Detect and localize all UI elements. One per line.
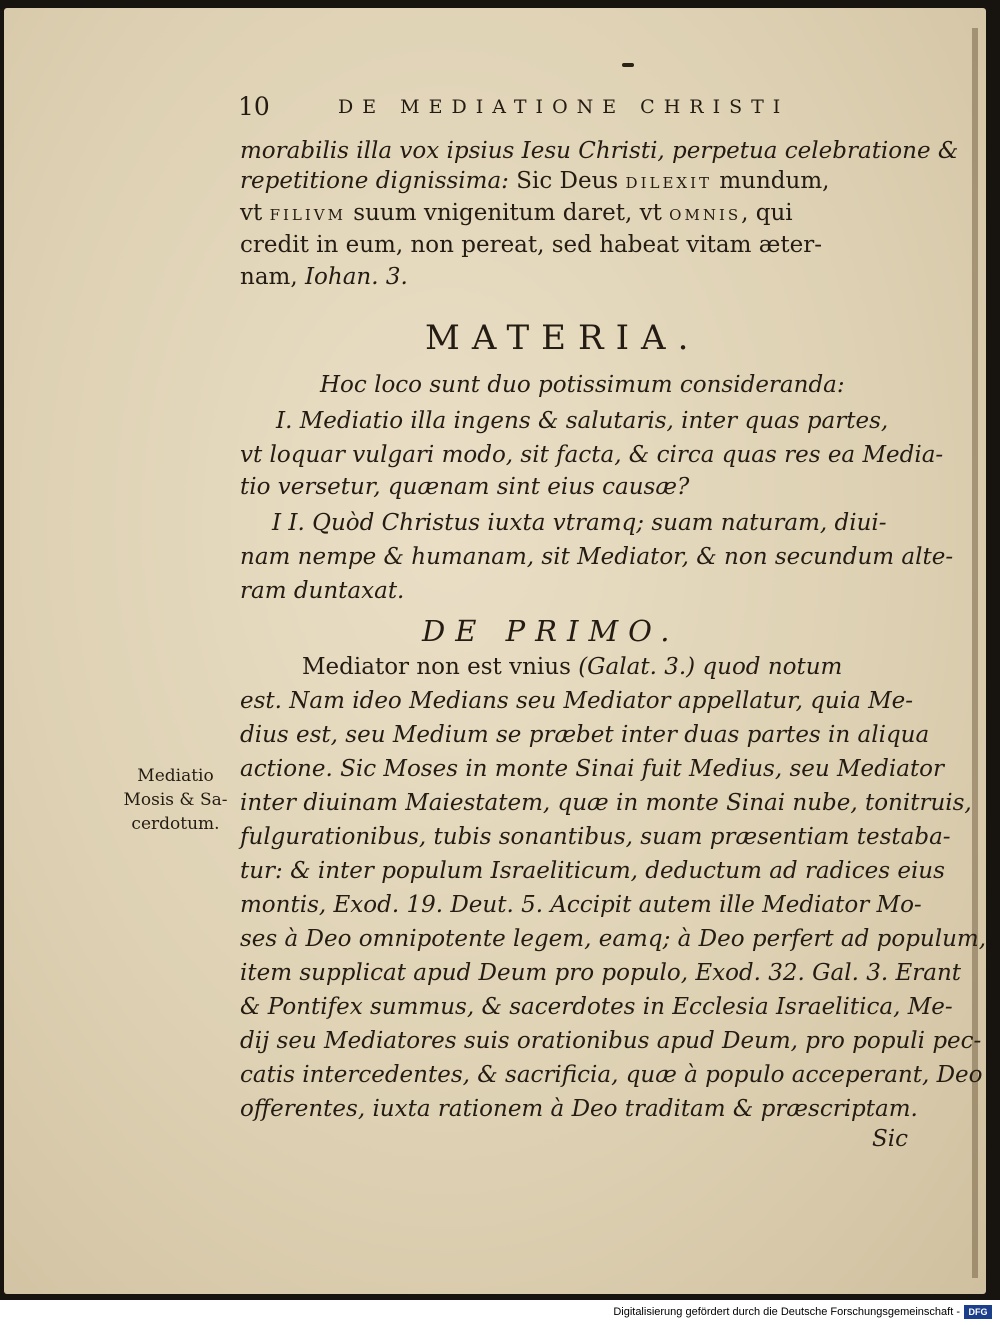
top-ink-mark (622, 63, 634, 67)
margin-note-line: cerdotum. (131, 814, 220, 834)
text-line: morabilis illa vox ipsius Iesu Christi, perpetua celebratione & (240, 138, 959, 164)
text-line: I. Mediatio illa ingens & salutaris, inter quas partes, (276, 408, 889, 434)
text-line: dij seu Mediatores suis orationibus apud Deum, pro populi pec- (240, 1028, 982, 1054)
margin-note-line: Mediatio (137, 766, 214, 786)
digitization-footer (0, 1300, 1000, 1325)
text-line: montis, Exod. 19. Deut. 5. Accipit autem ille Mediator Mo- (240, 892, 922, 918)
text-line: ram duntaxat. (240, 578, 405, 604)
text-line: tur: & inter populum Israeliticum, deductum ad radices eius (240, 858, 945, 884)
page-header (238, 92, 818, 126)
dfg-logo: DFG (964, 1305, 992, 1319)
footer-credit: Digitalisierung gefördert durch die Deutsche Forschungsgemeinschaft - (613, 1306, 960, 1318)
section-heading-de-primo: DE PRIMO. (422, 614, 680, 648)
text-line: actione. Sic Moses in monte Sinai fuit Medius, seu Mediator (240, 756, 945, 782)
page-edge-shadow (972, 28, 978, 1278)
text-line: offerentes, iuxta rationem à Deo traditam & præscriptam. (240, 1096, 918, 1122)
section-heading-materia: MATERIA. (425, 318, 701, 358)
text-line: I I. Quòd Christus iuxta vtramq; suam naturam, diui- (272, 510, 887, 536)
text-line: nam, Iohan. 3. (240, 264, 408, 290)
text-line: tio versetur, quænam sint eius causæ? (240, 474, 690, 500)
running-head: DE MEDIATIONE CHRISTI (338, 96, 790, 118)
text-line: dius est, seu Medium se præbet inter duas partes in aliqua (240, 722, 930, 748)
text-line: inter diuinam Maiestatem, quæ in monte Sinai nube, tonitruis, (240, 790, 972, 816)
text-line: credit in eum, non pereat, sed habeat vitam æter- (240, 232, 822, 258)
text-line: ses à Deo omnipotente legem, eamq; à Deo perfert ad populum, (240, 926, 987, 952)
catchword: Sic (872, 1126, 908, 1152)
text-line: vt FILIVM suum vnigenitum daret, vt OMNIS, qui (240, 200, 793, 226)
margin-note (118, 764, 233, 836)
text-line: catis intercedentes, & sacrificia, quæ à populo acceperant, Deo (240, 1062, 983, 1088)
page-number: 10 (238, 92, 270, 121)
intro-line: Hoc loco sunt duo potissimum consideranda: (320, 372, 845, 398)
text-line: nam nempe & humanam, sit Mediator, & non secundum alte- (240, 544, 954, 570)
text-line: Mediator non est vnius (Galat. 3.) quod notum (302, 654, 843, 680)
text-line: vt loquar vulgari modo, sit facta, & circa quas res ea Media- (240, 442, 944, 468)
text-line: item supplicat apud Deum pro populo, Exod. 32. Gal. 3. Erant (240, 960, 962, 986)
text-line: & Pontifex summus, & sacerdotes in Ecclesia Israelitica, Me- (240, 994, 953, 1020)
text-line: est. Nam ideo Medians seu Mediator appellatur, quia Me- (240, 688, 914, 714)
text-line: fulgurationibus, tubis sonantibus, suam præsentiam testaba- (240, 824, 951, 850)
text-line: repetitione dignissima: Sic Deus DILEXIT mundum, (240, 168, 830, 194)
margin-note-line: Mosis & Sa- (123, 790, 228, 810)
